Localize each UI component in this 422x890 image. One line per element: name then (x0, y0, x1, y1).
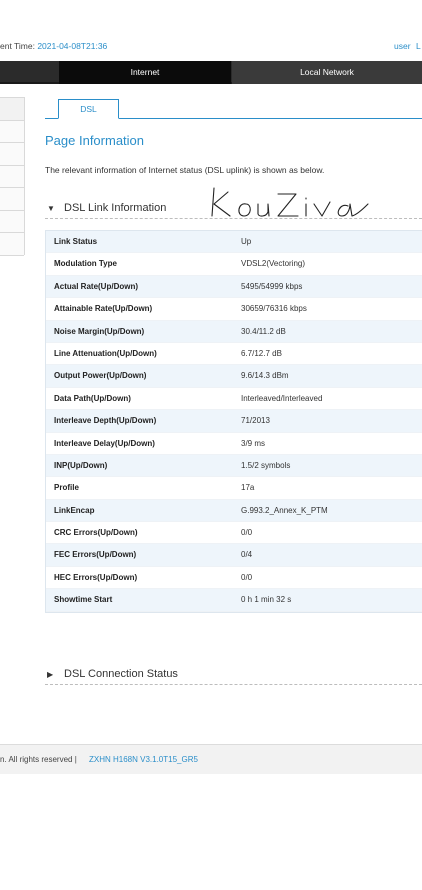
nav-internet[interactable]: Internet (59, 61, 231, 84)
row-label: Noise Margin(Up/Down) (54, 326, 145, 336)
table-row (46, 388, 422, 410)
row-value: VDSL2(Vectoring) (241, 259, 306, 269)
logout-link[interactable]: L (416, 41, 421, 51)
table-row (46, 253, 422, 275)
table-row (46, 589, 422, 611)
current-time (0, 41, 107, 51)
tab-dsl[interactable]: DSL (58, 99, 119, 119)
row-value: 9.6/14.3 dBm (241, 371, 289, 381)
table-row (46, 455, 422, 477)
table-row (46, 433, 422, 455)
table-row (46, 477, 422, 499)
footer (0, 744, 422, 774)
expand-arrow-icon[interactable]: ▶ (47, 670, 54, 679)
tab-bar (45, 99, 422, 119)
row-label: Interleave Delay(Up/Down) (54, 438, 155, 448)
row-label: Actual Rate(Up/Down) (54, 281, 138, 291)
row-value: 0/0 (241, 528, 253, 538)
sidebar-item[interactable] (0, 233, 24, 256)
row-label: Modulation Type (54, 259, 117, 269)
row-label: FEC Errors(Up/Down) (54, 550, 137, 560)
row-value: 6.7/12.7 dB (241, 348, 282, 358)
table-row (46, 321, 422, 343)
page-title: Page Information (45, 133, 145, 148)
section-title: DSL Connection Status (64, 668, 178, 680)
sidebar-item[interactable] (0, 166, 24, 189)
current-time-value: 2021-04-08T21:36 (37, 41, 108, 51)
row-label: Attainable Rate(Up/Down) (54, 304, 153, 314)
top-bar (0, 41, 422, 53)
sidebar-item[interactable] (0, 121, 24, 144)
row-label: Link Status (54, 237, 98, 246)
sidebar-item[interactable] (0, 98, 24, 121)
row-value: Interleaved/Interleaved (241, 393, 323, 403)
row-label: Line Attenuation(Up/Down) (54, 348, 157, 358)
sidebar (0, 97, 25, 255)
collapse-arrow-icon[interactable]: ▼ (47, 204, 55, 213)
row-label: HEC Errors(Up/Down) (54, 572, 138, 582)
main-nav (0, 61, 422, 84)
user-link[interactable]: user (394, 41, 411, 51)
row-value: 30659/76316 kbps (241, 304, 307, 314)
row-value: Up (241, 237, 252, 246)
row-value: 3/9 ms (241, 438, 266, 448)
dsl-info-table (45, 230, 422, 613)
current-time-label: ent Time: (0, 41, 38, 51)
table-row (46, 365, 422, 387)
row-label: INP(Up/Down) (54, 460, 108, 470)
sidebar-item[interactable] (0, 188, 24, 211)
copyright-text: n. All rights reserved | (0, 755, 77, 764)
sidebar-item[interactable] (0, 211, 24, 234)
dsl-connection-status-header[interactable] (45, 667, 422, 685)
row-value: G.993.2_Annex_K_PTM (241, 505, 328, 515)
handwritten-signature (206, 182, 376, 222)
row-value: 0 h 1 min 32 s (241, 595, 292, 605)
table-row (46, 522, 422, 544)
table-row (46, 567, 422, 589)
row-label: LinkEncap (54, 505, 95, 515)
table-row (46, 298, 422, 320)
row-value: 17a (241, 483, 255, 493)
table-row (46, 231, 422, 253)
table-row (46, 410, 422, 432)
row-value: 5495/54999 kbps (241, 281, 303, 291)
table-row (46, 343, 422, 365)
section-title: DSL Link Information (64, 202, 167, 214)
row-value: 71/2013 (241, 416, 270, 426)
row-label: Interleave Depth(Up/Down) (54, 416, 157, 426)
row-value: 0/0 (241, 572, 253, 582)
table-row (46, 500, 422, 522)
row-value: 1.5/2 symbols (241, 460, 291, 470)
row-label: Output Power(Up/Down) (54, 371, 147, 381)
page-description: The relevant information of Internet status (DSL uplink) is shown as below. (45, 165, 325, 175)
row-label: CRC Errors(Up/Down) (54, 528, 138, 538)
firmware-version: ZXHN H168N V3.1.0T15_GR5 (89, 755, 198, 764)
table-row (46, 276, 422, 298)
row-label: Data Path(Up/Down) (54, 393, 131, 403)
table-row (46, 544, 422, 566)
row-value: 0/4 (241, 550, 253, 560)
row-label: Showtime Start (54, 595, 113, 605)
nav-local-network[interactable]: Local Network (232, 61, 422, 84)
row-value: 30.4/11.2 dB (241, 326, 286, 336)
sidebar-item[interactable] (0, 143, 24, 166)
row-label: Profile (54, 483, 79, 493)
